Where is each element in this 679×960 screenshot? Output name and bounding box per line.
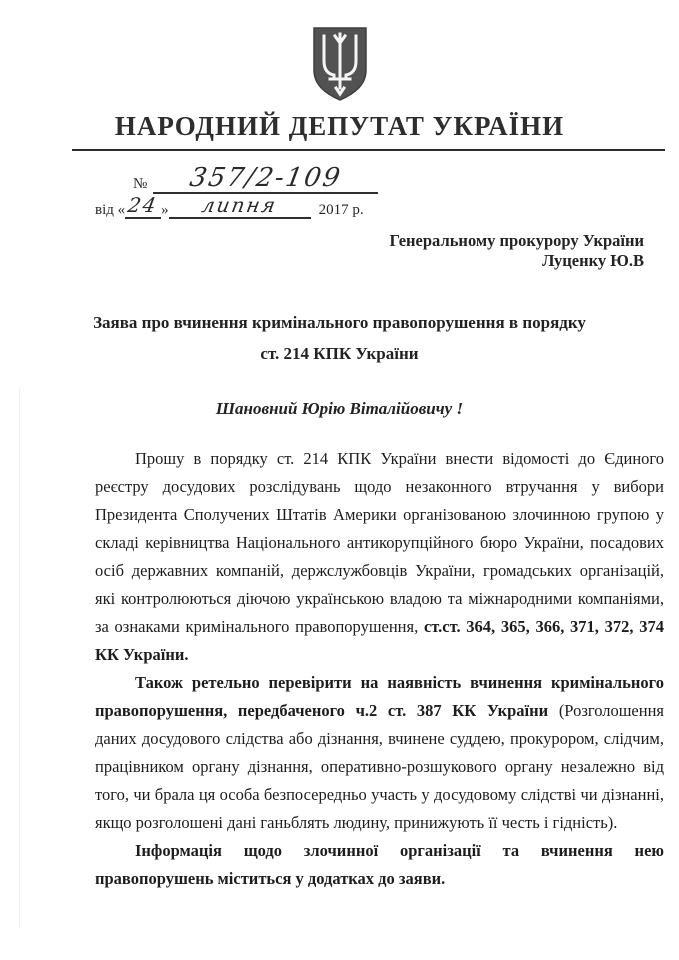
date-month-underline (169, 195, 311, 219)
date-prefix: від « (95, 202, 126, 218)
header-divider (72, 149, 665, 151)
ref-number-handwritten-value: 357/2-109 (187, 163, 345, 193)
ukraine-trident-coat-of-arms-icon (311, 26, 369, 102)
paragraph-1-text: Прошу в порядку ст. 214 КПК України внести відомості до Єдиного реєстру досудових розслідувань щодо незаконного втручання у вибори Президента Сполучених Штатів Америки організованою злочинною групою у складі керівництва Національного антикорупційного бюро України, посадових осіб державних компаній, держслужбовців України, громадських організацій, які контролюються діючою українською владою та міжнародними компаніями, за ознаками кримінального правопорушення, (95, 449, 664, 636)
date-row (95, 195, 679, 219)
date-day-handwritten-value: 24 (126, 193, 161, 217)
date-month-handwritten-value: липня (200, 193, 280, 217)
date-year: 2017 р. (318, 202, 364, 218)
letter-body (95, 445, 664, 893)
document-title-line-2: ст. 214 КПК України (260, 344, 419, 363)
paragraph-1-bold-citation: ст.ст. 364, 365, 366, 371, 372, 374 КК України. (95, 617, 664, 664)
document-title (0, 307, 679, 369)
ref-number-row (133, 160, 679, 194)
body-paragraph-3 (95, 837, 664, 893)
document-title-line-1: Заява про вчинення кримінального правопорушення в порядку (93, 313, 586, 332)
addressee-line-2: Луценку Ю.В (542, 251, 644, 270)
letterhead (0, 0, 679, 151)
salutation: Шановний Юрію Віталійовичу ! (215, 399, 464, 418)
paragraph-2-text: (Розголошення даних досудового слідства або дізнання, вчинене суддею, прокурором, слідчим, працівником органу дізнання, оперативно-розшукового органу незалежно від того, чи брала ця особа безпосередньо участь у досудовому слідстві чи дізнанні, якщо розголошені дані ганьблять людину, принижують її честь і гідність). (95, 701, 664, 832)
body-paragraph-1 (95, 445, 664, 669)
ref-number-underline (153, 165, 378, 194)
paragraph-3-bold-text: Інформація щодо злочинної організації та вчинення нею правопорушень міститься у додатках до заяви. (95, 841, 664, 888)
date-quote-close: » (161, 202, 169, 218)
date-day-underline (125, 195, 161, 219)
addressee-block (0, 231, 644, 271)
org-title: НАРОДНИЙ ДЕПУТАТ УКРАЇНИ (114, 111, 565, 141)
paragraph-2-bold-lead: Також ретельно перевірити на наявність вчинення кримінального правопорушення, передбаченого ч.2 ст. 387 КК України (95, 673, 664, 720)
body-paragraph-2 (95, 669, 664, 837)
reference-block (95, 160, 679, 219)
ref-number-label: № (133, 176, 148, 192)
scan-artifact-line (19, 388, 20, 928)
addressee-line-1: Генеральному прокурору України (389, 231, 644, 250)
